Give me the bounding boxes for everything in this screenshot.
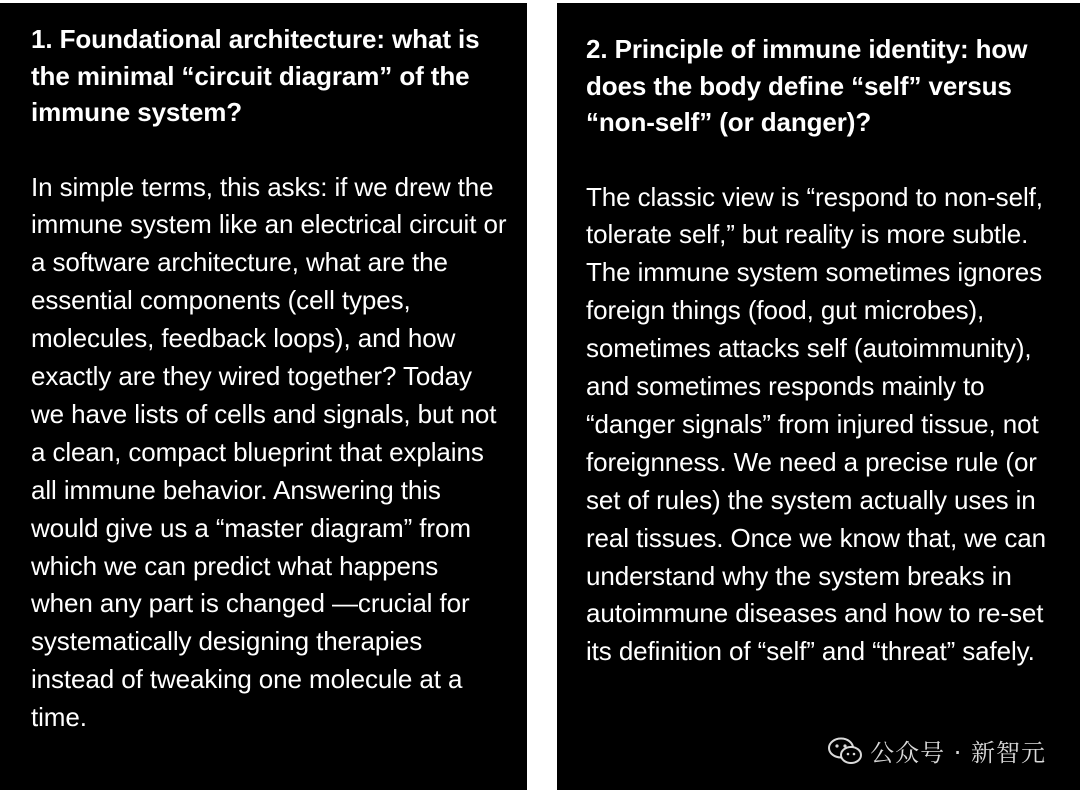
right-panel: [557, 3, 1080, 790]
right-panel-body: The classic view is “respond to non-self, tolerate self,” but reality is more subtle. The immune system sometimes ignores foreign things (food, gut microbes), sometimes attacks self (autoimmunity), and sometimes responds mainly to “danger signals” from injured tissue, not foreignness. We need a precise rule (or set of rules) the system actually uses in real tissues. Once we know that, we can understand why the system breaks in autoimmune diseases and how to re-set its definition of “self” and “threat” safely.: [586, 181, 1046, 667]
wechat-icon: [828, 737, 862, 765]
left-panel-heading: 1. Foundational architecture: what is the minimal “circuit diagram” of the immune system?: [31, 24, 480, 127]
left-panel-body: In simple terms, this asks: if we drew the immune system like an electrical circuit or a software architecture, what are the essential components (cell types, molecules, feedback loops), and how exactly are they wired together? Today we have lists of cells and signals, but not a clean, compact blueprint that explains all immune behavior. Answering this would give us a “master diagram” from which we can predict what happens when any part is changed —crucial for systematically designing therapies instead of tweaking one molecule at a time.: [31, 171, 507, 733]
watermark-text: 公众号 · 新智元: [870, 739, 1046, 767]
watermark: [828, 733, 1046, 768]
left-panel: [0, 3, 527, 790]
right-panel-heading: 2. Principle of immune identity: how does the body define “self” versus “non-self” (or danger)?: [586, 34, 1028, 137]
